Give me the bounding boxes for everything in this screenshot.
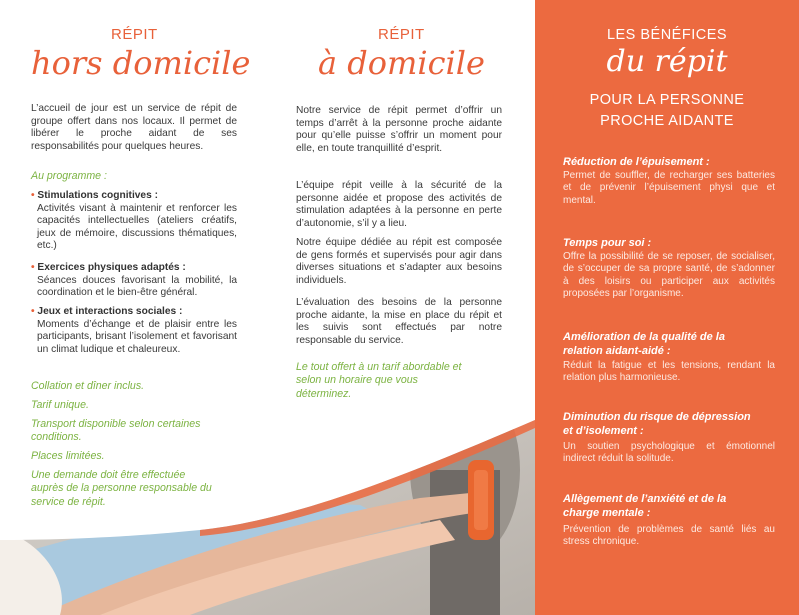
benefit-text-3: Réduit la fatigue et les tensions, rendant la relation plus harmonieuse.: [563, 360, 775, 384]
benefits-title-line4: PROCHE AIDANTE: [600, 113, 734, 129]
home-green-note: Le tout offert à un tarif abordable et selon un horaire que vous déterminez.: [296, 361, 462, 400]
home-script-title: à domicile: [318, 44, 485, 82]
hors-item-1: • Stimulations cognitives : Activités visant à maintenir et renforcer les capacités intellectuelles (ateliers créatifs, jeux de mémoire, discussions thématiques, etc.): [31, 190, 237, 252]
hors-extra-4: Places limitées.: [31, 450, 105, 462]
hors-small-title: RÉPIT: [111, 26, 158, 43]
hors-script-title: hors domicile: [31, 44, 251, 82]
home-para-1: Notre service de répit permet d’offrir un temps d’arrêt à la personne proche aidante pour qu’elle puisse s’offrir un moment pour elle, en toute tranquillité d’esprit.: [296, 105, 502, 154]
benefit-title-1: Réduction de l’épuisement :: [563, 156, 710, 168]
bullet-icon: •: [31, 262, 35, 273]
benefit-text-1: Permet de souffler, de recharger ses batteries et de prévenir l’épuisement physi que et mental.: [563, 170, 775, 206]
benefit-title-5: Allègement de l’anxiété et de la charge mentale :: [563, 493, 727, 519]
hors-intro: L’accueil de jour est un service de répit de groupe offert dans nos locaux. Il permet de libérer le proche aidant de ses responsabilités pour quelques heures.: [31, 103, 237, 152]
benefits-title-line3: POUR LA PERSONNE: [589, 92, 745, 108]
hors-item-2: • Exercices physiques adaptés : Séances douces favorisant la mobilité, la coordination et le bien-être général.: [31, 262, 237, 299]
benefit-title-3: Amélioration de la qualité de la relation aidant-aidé :: [563, 331, 725, 357]
benefits-title-line1: LES BÉNÉFICES: [606, 27, 728, 43]
benefits-script-title: du répit: [606, 44, 728, 79]
bullet-icon: •: [31, 190, 35, 201]
benefit-text-5: Prévention de problèmes de santé liés au stress chronique.: [563, 524, 775, 548]
hors-extra-5: Une demande doit être effectuée auprès de la personne responsable du service de répit.: [31, 469, 212, 508]
home-para-4: L’évaluation des besoins de la personne proche aidante, la mise en place du répit et les suivis sont effectués par notre responsable du service.: [296, 297, 502, 346]
benefit-title-4: Diminution du risque de dépression et d’isolement :: [563, 411, 751, 437]
home-small-title: RÉPIT: [378, 26, 425, 43]
benefit-text-4: Un soutien psychologique et émotionnel indirect réduit la solitude.: [563, 441, 775, 465]
hors-item-3: • Jeux et interactions sociales : Moments d’échange et de plaisir entre les participants, brisant l’isolement et favorisant un climat ludique et chaleureux.: [31, 306, 237, 355]
home-para-2: L’équipe répit veille à la sécurité de la personne aidée et propose des activités de stimulation adaptées à la personne en perte d’autonomie, s’il y a lieu.: [296, 180, 502, 229]
hors-extra-3: Transport disponible selon certaines conditions.: [31, 418, 201, 444]
hors-program-label: Au programme :: [31, 170, 107, 182]
home-para-3: Notre équipe dédiée au répit est composée de gens formés et supervisés pour agir dans diverses situations et s’adapter aux besoins individuels.: [296, 237, 502, 286]
benefit-title-2: Temps pour soi :: [563, 237, 652, 249]
benefits-panel: [535, 0, 799, 615]
bullet-icon: •: [31, 306, 35, 317]
hors-extra-2: Tarif unique.: [31, 399, 89, 411]
hors-extra-1: Collation et dîner inclus.: [31, 380, 145, 392]
benefit-text-2: Offre la possibilité de se reposer, de socialiser, de s’occuper de sa propre santé, de s’adonner à des loisirs ou participer aux activités proposées par l’organisme.: [563, 251, 775, 300]
